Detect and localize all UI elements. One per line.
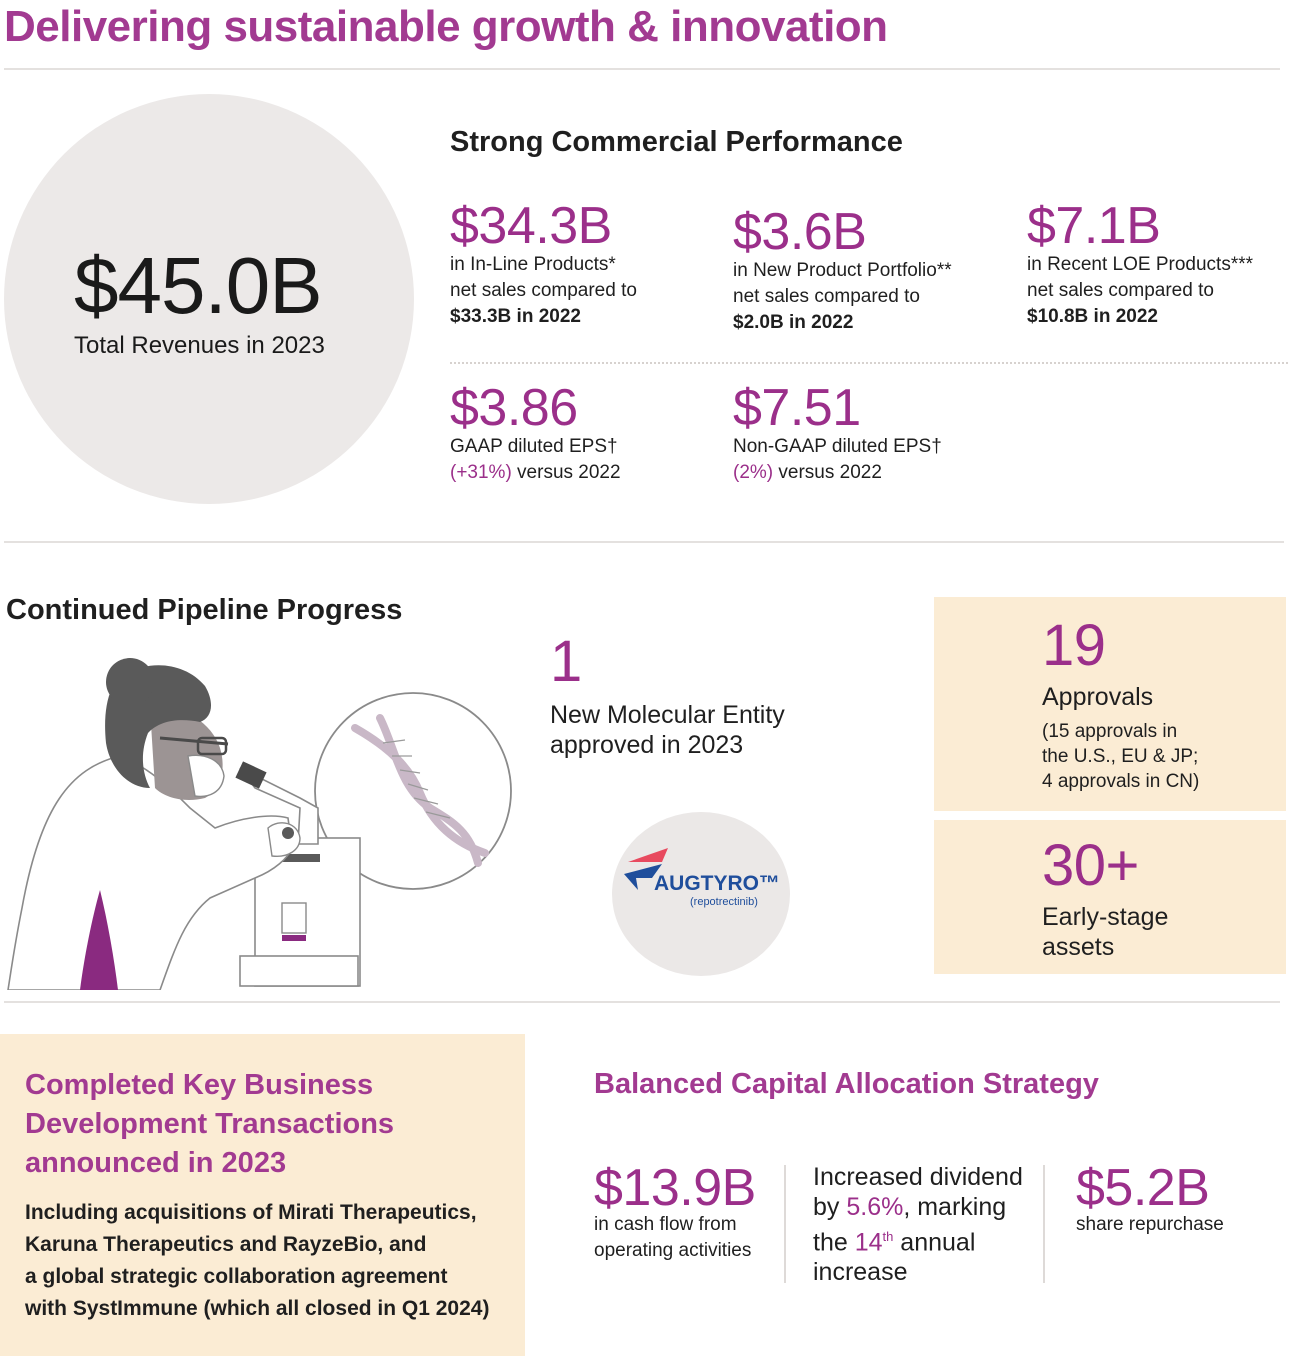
bd-title-line1: Completed Key Business (25, 1069, 374, 1101)
dividend-line1: Increased dividend (813, 1163, 1023, 1191)
approvals-line1: (15 approvals in (1042, 721, 1178, 742)
cash-flow-value: $13.9B (594, 1159, 756, 1217)
dividend-nth: 14 (854, 1228, 883, 1257)
commercial-heading: Strong Commercial Performance (450, 126, 903, 158)
dividend-by: by (813, 1193, 847, 1221)
augtyro-brand: AUGTYRO™ (654, 872, 780, 895)
loe-products-line2: net sales compared to (1027, 280, 1214, 301)
nme-value: 1 (550, 629, 582, 694)
commercial-dotted-divider (450, 362, 1288, 364)
loe-products-stat (1027, 196, 1253, 330)
repurchase-label: share repurchase (1076, 1214, 1224, 1235)
new-portfolio-line2: net sales compared to (733, 286, 920, 307)
pipeline-heading: Continued Pipeline Progress (6, 594, 403, 626)
bd-body-line2: Karuna Therapeutics and RayzeBio, and (25, 1233, 427, 1256)
new-portfolio-line3: $2.0B in 2022 (733, 312, 854, 333)
dividend-annual: annual (893, 1228, 976, 1257)
capital-heading: Balanced Capital Allocation Strategy (594, 1068, 1099, 1100)
capital-separator-1 (784, 1165, 786, 1283)
dividend-line4: increase (813, 1258, 908, 1287)
bd-title-line3: announced in 2023 (25, 1147, 287, 1179)
title-divider (4, 68, 1280, 70)
dividend-sup: th (882, 1229, 894, 1244)
total-revenue-value: $45.0B (74, 241, 322, 330)
nme-line2: approved in 2023 (550, 731, 744, 759)
new-portfolio-line1: in New Product Portfolio** (733, 260, 952, 281)
approvals-line3: 4 approvals in CN) (1042, 771, 1200, 792)
loe-products-line1: in Recent LOE Products*** (1027, 254, 1254, 275)
bd-body-line1: Including acquisitions of Mirati Therapeutics, (25, 1201, 477, 1224)
dividend-stat (813, 1162, 1023, 1287)
gaap-eps-label: GAAP diluted EPS† (450, 436, 618, 457)
cash-flow-line1: in cash flow from (594, 1214, 737, 1235)
nongaap-eps-suffix: versus 2022 (773, 462, 882, 483)
approvals-line2: the U.S., EU & JP; (1042, 746, 1199, 767)
cash-flow-stat (594, 1158, 756, 1264)
nongaap-eps-stat (733, 378, 942, 486)
nongaap-eps-change: (2%) (733, 462, 774, 483)
total-revenue-label: Total Revenues in 2023 (74, 332, 325, 359)
bd-title-line2: Development Transactions (25, 1108, 395, 1140)
bd-title (25, 1066, 394, 1183)
repurchase-value: $5.2B (1076, 1159, 1210, 1217)
loe-products-value: $7.1B (1027, 197, 1161, 255)
new-portfolio-value: $3.6B (733, 203, 867, 261)
nongaap-eps-label: Non-GAAP diluted EPS† (733, 436, 942, 457)
inline-products-line2: net sales compared to (450, 280, 637, 301)
bd-body-line4: with SystImmune (which all closed in Q1 2024) (25, 1297, 490, 1320)
capital-separator-2 (1043, 1165, 1045, 1283)
early-stage-line2: assets (1042, 933, 1115, 961)
repurchase-stat (1076, 1158, 1224, 1238)
gaap-eps-stat (450, 378, 621, 486)
augtyro-generic: (repotrectinib) (690, 896, 758, 908)
inline-products-line1: in In-Line Products* (450, 254, 616, 275)
bd-body-line3: a global strategic collaboration agreement (25, 1265, 448, 1288)
new-portfolio-stat (733, 202, 952, 336)
bd-body (25, 1197, 489, 1325)
approvals-value: 19 (1042, 613, 1106, 678)
nme-line1: New Molecular Entity (550, 701, 785, 729)
early-stage-line1: Early-stage (1042, 903, 1169, 931)
inline-products-stat (450, 196, 637, 330)
section-divider-2 (4, 1001, 1280, 1003)
gaap-eps-value: $3.86 (450, 379, 578, 437)
gaap-eps-change: (+31%) (450, 462, 512, 483)
inline-products-line3: $33.3B in 2022 (450, 306, 581, 327)
dividend-the: the (813, 1228, 855, 1257)
loe-products-line3: $10.8B in 2022 (1027, 306, 1158, 327)
section-divider-1 (4, 541, 1284, 543)
early-stage-value: 30+ (1042, 833, 1139, 898)
page-title: Delivering sustainable growth & innovation (4, 2, 888, 51)
approvals-label: Approvals (1042, 683, 1154, 711)
dividend-marking: , marking (903, 1193, 1007, 1221)
cash-flow-line2: operating activities (594, 1240, 752, 1261)
scientist-microscope-illustration (0, 648, 520, 990)
gaap-eps-suffix: versus 2022 (511, 462, 621, 483)
nongaap-eps-value: $7.51 (733, 379, 861, 437)
inline-products-value: $34.3B (450, 197, 612, 255)
dividend-pct: 5.6% (846, 1193, 904, 1221)
